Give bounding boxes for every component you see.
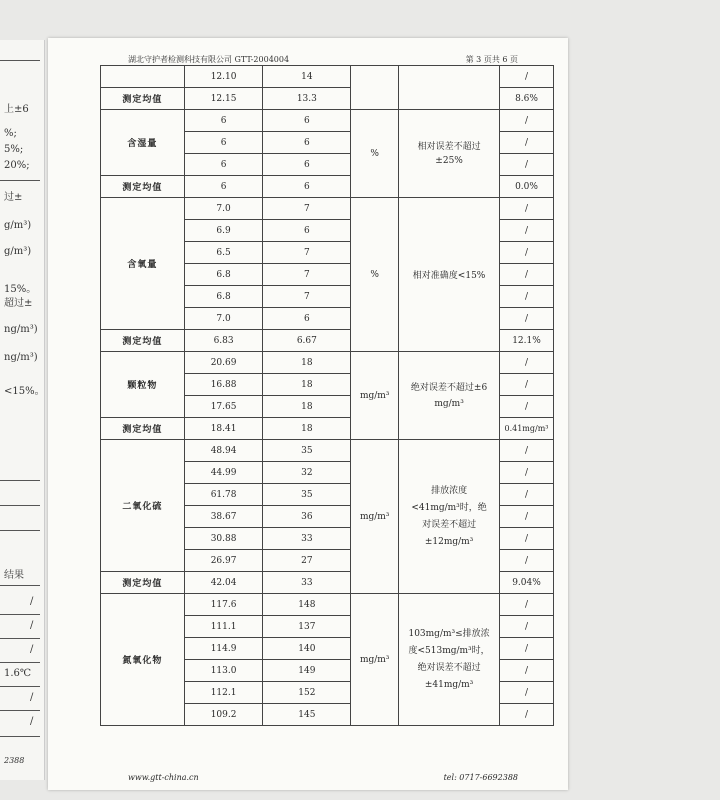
fragment-line [0,180,40,181]
table-row: 6.5 7 / [101,242,554,264]
table-row: 111.1 137 / [101,616,554,638]
header-page-info: 第 3 页共 6 页 [465,55,518,64]
result-value: 12.1% [500,330,554,352]
avg-label: 测定均值 [101,418,185,440]
fragment-text: / [30,596,34,607]
fragment-text: / [30,692,34,703]
result-value: 9.04% [500,572,554,594]
table-row: 61.78 35 / [101,484,554,506]
table-row: 氮氧化物 117.6 148 mg/m³ 103mg/m³≤排放浓度<513mg/m³时，绝对误差不超过±41mg/m³ / [101,594,554,616]
fragment-text: 结果 [4,570,24,581]
fragment-text: 5%; [4,144,24,155]
table-row: 114.9 140 / [101,638,554,660]
limit: 绝对误差不超过±6 mg/m³ [399,352,500,440]
fragment-text: 20%; [4,160,30,171]
fragment-line [0,585,40,586]
table-row: 6.9 6 / [101,220,554,242]
param-particulate: 颗粒物 [101,352,185,418]
table-row: 6.8 7 / [101,286,554,308]
fragment-text: ng/m³) [4,324,38,335]
fragment-line [0,480,40,481]
fragment-text: 过± [4,192,23,203]
avg-label: 测定均值 [101,88,185,110]
table-row: 测定均值 12.15 13.3 8.6% [101,88,554,110]
table-row: 测定均值 42.04 33 9.04% [101,572,554,594]
avg-label: 测定均值 [101,330,185,352]
fragment-text: ng/m³) [4,352,38,363]
table-row: 含氧量 7.0 7 % 相对准确度<15% / [101,198,554,220]
fragment-text: %; [4,128,17,139]
fragment-text: / [30,620,34,631]
param-nox: 氮氧化物 [101,594,185,726]
limit: 排放浓度<41mg/m³时，绝对误差不超过±12mg/m³ [399,440,500,594]
limit: 相对准确度<15% [399,198,500,352]
avg-label: 测定均值 [101,572,185,594]
table-row: 17.65 18 / [101,396,554,418]
table-row: 38.67 36 / [101,506,554,528]
unit: mg/m³ [351,594,399,726]
left-page-fragment [0,40,45,780]
table-row: 颗粒物 20.69 18 mg/m³ 绝对误差不超过±6 mg/m³ / [101,352,554,374]
limit: 103mg/m³≤排放浓度<513mg/m³时，绝对误差不超过±41mg/m³ [399,594,500,726]
table-row: 30.88 33 / [101,528,554,550]
fragment-text: 上±6 [4,104,29,115]
table-row: 16.88 18 / [101,374,554,396]
table-row: 112.1 152 / [101,682,554,704]
result-value: 0.0% [500,176,554,198]
fragment-text: 2388 [4,756,25,765]
fragment-text: <15%。 [4,386,45,397]
footer-website: www.gtt-china.cn [128,773,199,782]
table-row: 12.10 14 / [101,66,554,88]
fragment-text: g/m³) [4,246,32,257]
fragment-text: 1.6℃ [4,668,32,679]
table-row: 44.99 32 / [101,462,554,484]
table-row: 6 6 / [101,132,554,154]
fragment-line [0,736,40,737]
param-oxygen: 含氧量 [101,198,185,330]
table-row: 7.0 6 / [101,308,554,330]
fragment-text: / [30,716,34,727]
result-value: 0.41mg/m³ [500,418,554,440]
fragment-line [0,638,40,639]
unit: % [351,110,399,198]
fragment-line [0,686,40,687]
fragment-line [0,60,40,61]
table-row: 测定均值 6.83 6.67 12.1% [101,330,554,352]
fragment-line [0,710,40,711]
unit: mg/m³ [351,440,399,594]
table-row: 测定均值 18.41 18 0.41mg/m³ [101,418,554,440]
table-row: 二氧化硫 48.94 35 mg/m³ 排放浓度<41mg/m³时，绝对误差不超过±12mg/m³ / [101,440,554,462]
table-row: 26.97 27 / [101,550,554,572]
param-so2: 二氧化硫 [101,440,185,572]
document-page [48,38,568,790]
result-value: 8.6% [500,88,554,110]
fragment-line [0,614,40,615]
header-company: 湖北守护者检测科技有限公司 GTT-2004004 [128,55,290,64]
table-row: 6.8 7 / [101,264,554,286]
fragment-line [0,662,40,663]
fragment-text: g/m³) [4,220,32,231]
unit: mg/m³ [351,352,399,440]
table-row: 6 6 / [101,154,554,176]
unit: % [351,198,399,352]
table-row: 113.0 149 / [101,660,554,682]
fragment-line [0,505,40,506]
avg-label: 测定均值 [101,176,185,198]
fragment-text: / [30,644,34,655]
table-row: 109.2 145 / [101,704,554,726]
footer-tel: tel: 0717-6692388 [443,773,518,782]
fragment-text: 超过± [4,298,33,309]
data-table [100,65,554,726]
table-row: 含湿量 6 6 % 相对误差不超过±25% / [101,110,554,132]
table-row: 测定均值 6 6 0.0% [101,176,554,198]
limit: 相对误差不超过±25% [399,110,500,198]
fragment-text: 15%。 [4,284,37,295]
fragment-line [0,530,40,531]
param-humidity: 含湿量 [101,110,185,176]
